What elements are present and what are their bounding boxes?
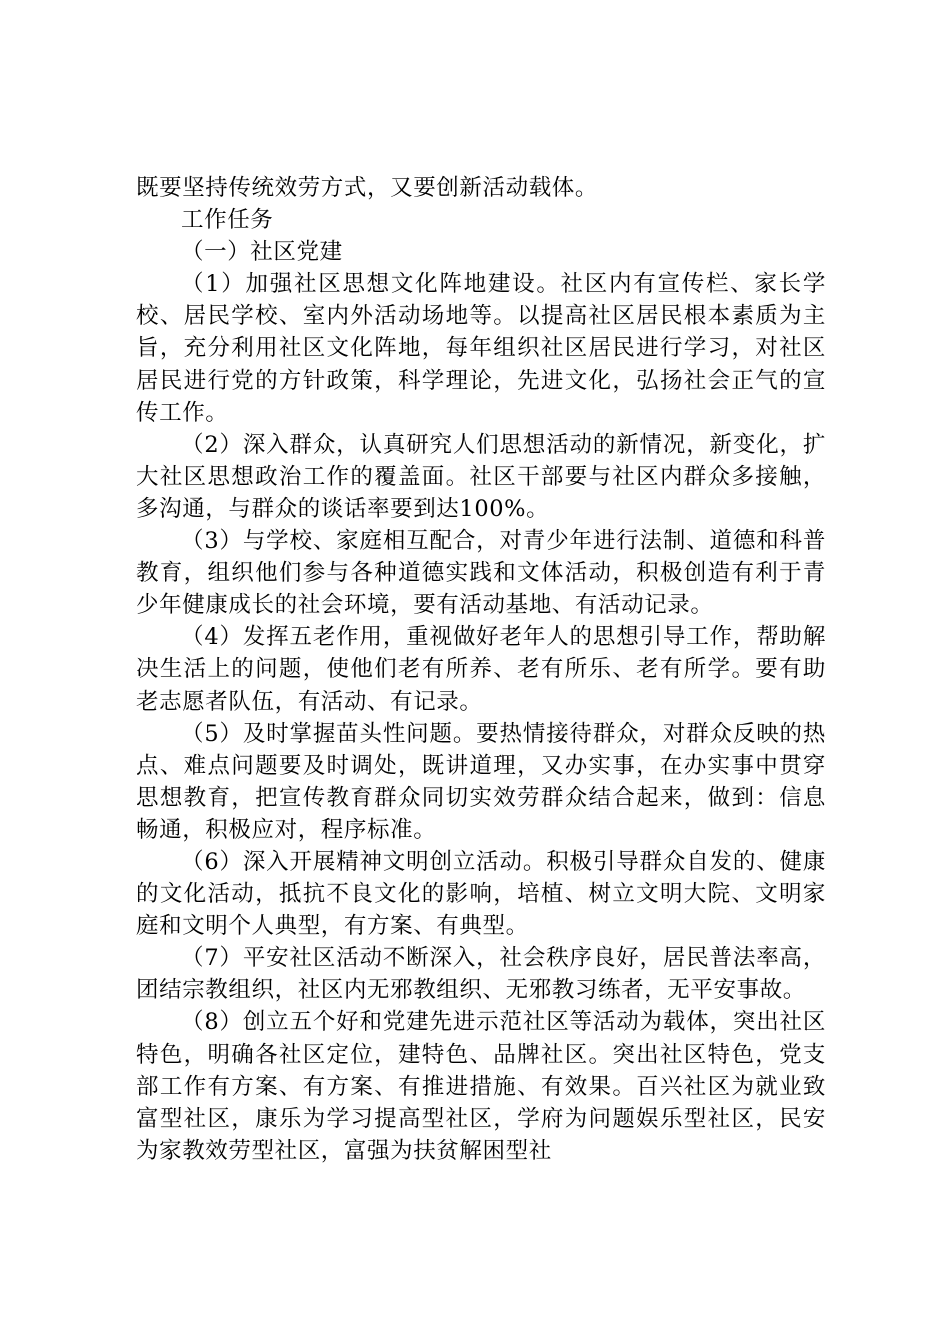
paragraph-item-3: （3）与学校、家庭相互配合，对青少年进行法制、道德和科普教育，组织他们参与各种道德实践和文体活动，积极创造有利于青少年健康成长的社会环境，要有活动基地、有活动记录。 <box>136 528 826 619</box>
paragraph-item-6: （6）深入开展精神文明创立活动。积极引导群众自发的、健康的文化活动，抵抗不良文化的影响，培植、树立文明大院、文明家庭和文明个人典型，有方案、有典型。 <box>136 848 826 940</box>
section-heading-work-tasks: 工作任务 <box>181 207 274 234</box>
paragraph-item-7: （7）平安社区活动不断深入，社会秩序良好，居民普法率高，团结宗教组织，社区内无邪教组织、无邪教习练者，无平安事故。 <box>136 945 826 1004</box>
paragraph-item-1: （1）加强社区思想文化阵地建设。社区内有宣传栏、家长学校、居民学校、室内外活动场地等。以提高社区居民根本素质为主旨，充分利用社区文化阵地，每年组织社区居民进行学习，对社区居民进行党的方针政策，科学理论，先进文化，弘扬社会正气的宣传工作。 <box>136 271 826 426</box>
paragraph-item-2: （2）深入群众，认真研究人们思想活动的新情况，新变化，扩大社区思想政治工作的覆盖面。社区干部要与社区内群众多接触，多沟通，与群众的谈话率要到达100%。 <box>136 431 826 522</box>
paragraph-continuation: 既要坚持传统效劳方式，又要创新活动载体。 <box>136 175 599 201</box>
paragraph-item-5: （5）及时掌握苗头性问题。要热情接待群众，对群众反映的热点、难点问题要及时调处，既讲道理，又办实事，在办实事中贯穿思想教育，把宣传教育群众同切实效劳群众结合起来，做到：信息畅通，积极应对，程序标准。 <box>136 720 826 843</box>
subsection-heading-community-party: （一）社区党建 <box>181 239 343 266</box>
paragraph-item-4: （4）发挥五老作用，重视做好老年人的思想引导工作，帮助解决生活上的问题，使他们老有所养、老有所乐、老有所学。要有助老志愿者队伍，有活动、有记录。 <box>136 624 826 715</box>
document-body <box>136 172 826 1167</box>
paragraph-item-8: （8）创立五个好和党建先进示范社区等活动为载体，突出社区特色，明确各社区定位，建特色、品牌社区。突出社区特色，党支部工作有方案、有方案、有推进措施、有效果。百兴社区为就业致富型社区，康乐为学习提高型社区，学府为问题娱乐型社区，民安为家教效劳型社区，富强为扶贫解困型社 <box>136 1009 826 1164</box>
